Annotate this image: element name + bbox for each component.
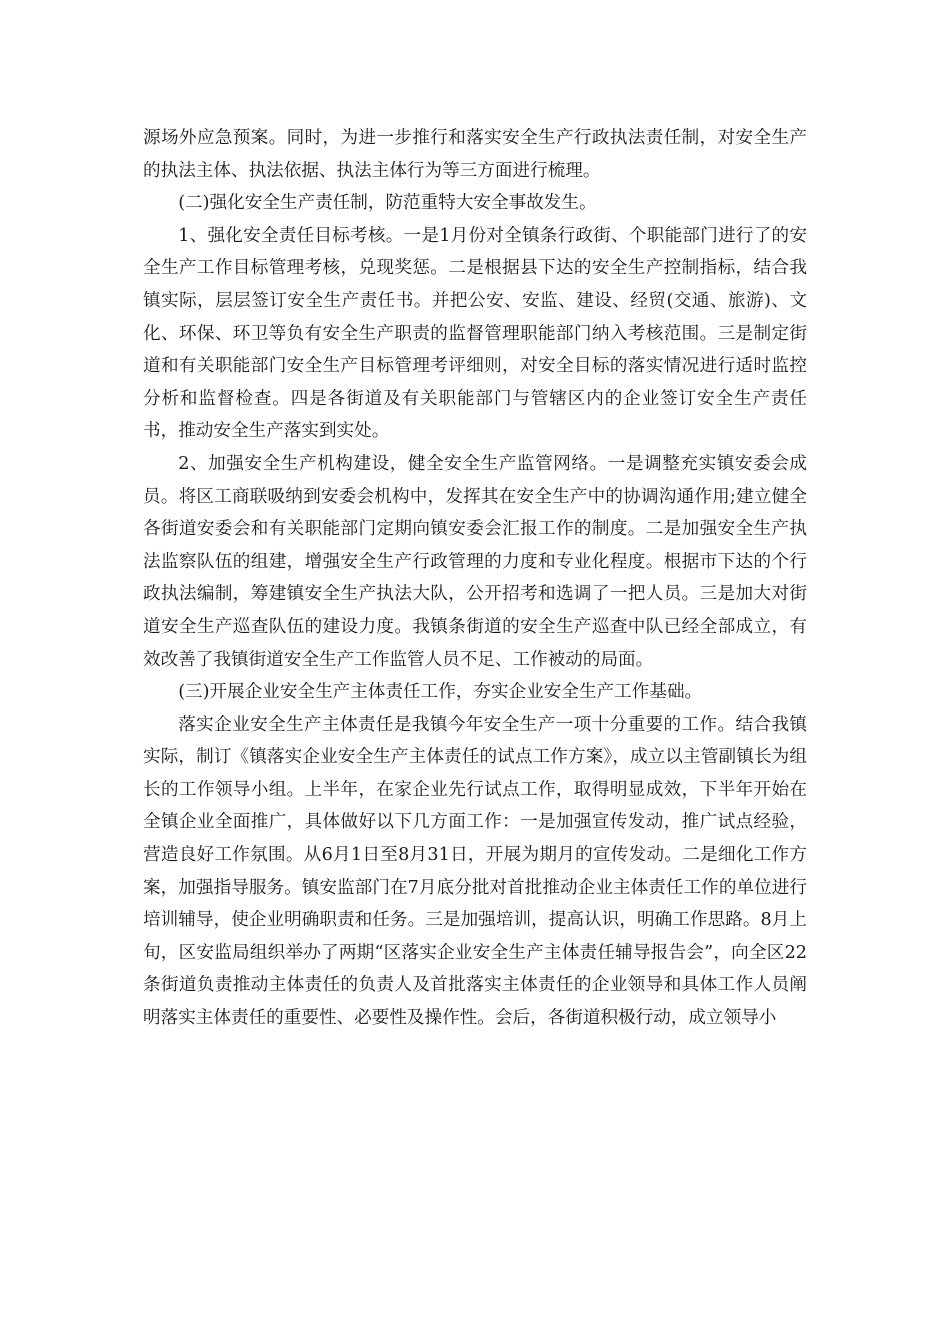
paragraph-target-assessment: 1、强化安全责任目标考核。一是1月份对全镇条行政街、个职能部门进行了的安全生产工作目标管理考核，兑现奖惩。二是根据县下达的安全生产控制指标，结合我镇实际，层层签订安全生产责任书。并把公安、安监、建设、经贸(交通、旅游)、文化、环保、环卫等负有安全生产职责的监督管理职能部门纳入考核范围。三是制定街道和有关职能部门安全生产目标管理考评细则，对安全目标的落实情况进行适时监控分析和监督检查。四是各街道及有关职能部门与管辖区内的企业签订安全生产责任书，推动安全生产落实到实处。 — [143, 225, 807, 442]
section-heading-3: (三)开展企业安全生产主体责任工作，夯实企业安全生产工作基础。 — [178, 682, 703, 703]
paragraph-institution-building: 2、加强安全生产机构建设，健全安全生产监管网络。一是调整充实镇安委会成员。将区工商联吸纳到安委会机构中，发挥其在安全生产中的协调沟通作用;建立健全各街道安委会和有关职能部门定期向镇安委会汇报工作的制度。二是加强安全生产执法监察队伍的组建，增强安全生产行政管理的力度和专业化程度。根据市下达的个行政执法编制，筹建镇安全生产执法大队，公开招考和选调了一把人员。三是加大对街道安全生产巡查队伍的建设力度。我镇条街道的安全生产巡查中队已经全部成立，有效改善了我镇街道安全生产工作监管人员不足、工作被动的局面。 — [143, 453, 807, 670]
document-body — [143, 122, 807, 1035]
paragraph-enterprise-responsibility: 落实企业安全生产主体责任是我镇今年安全生产一项十分重要的工作。结合我镇实际，制订《镇落实企业安全生产主体责任的试点工作方案》，成立以主管副镇长为组长的工作领导小组。上半年，在家企业先行试点工作，取得明显成效，下半年开始在全镇企业全面推广，具体做好以下几方面工作：一是加强宣传发动，推广试点经验，营造良好工作氛围。从6月1日至8月31日，开展为期月的宣传发动。二是细化工作方案，加强指导服务。镇安监部门在7月底分批对首批推动企业主体责任工作的单位进行培训辅导，使企业明确职责和任务。三是加强培训，提高认识，明确工作思路。8月上旬，区安监局组织举办了两期“区落实企业安全生产主体责任辅导报告会”，向全区22条街道负责推动主体责任的负责人及首批落实主体责任的企业领导和具体工作人员阐明落实主体责任的重要性、必要性及操作性。会后，各街道积极行动，成立领导小 — [143, 714, 807, 1029]
section-heading-2: (二)强化安全生产责任制，防范重特大安全事故发生。 — [178, 193, 597, 214]
paragraph-continuation: 源场外应急预案。同时，为进一步推行和落实安全生产行政执法责任制，对安全生产的执法主体、执法依据、执法主体行为等三方面进行梳理。 — [143, 128, 807, 181]
